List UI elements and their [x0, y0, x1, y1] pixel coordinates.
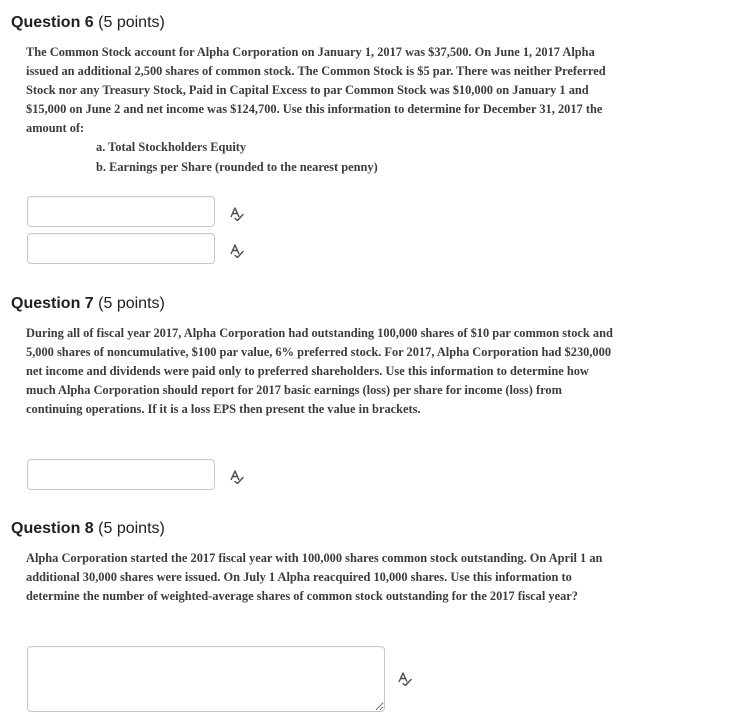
question-6-heading	[11, 13, 165, 33]
question-8-answer-textarea[interactable]	[27, 646, 385, 712]
question-number: Question 6	[11, 14, 94, 31]
question-6-answer-b-input[interactable]	[27, 233, 215, 264]
question-6-text	[26, 43, 616, 177]
question-7-answer-input[interactable]	[27, 459, 215, 490]
question-7-text	[26, 324, 616, 419]
question-points: (5 points)	[98, 520, 165, 537]
question-7-heading	[11, 294, 165, 314]
question-6-answer-a-input[interactable]	[27, 196, 215, 227]
subitem-b: b. Earnings per Share (rounded to the nearest penny)	[96, 159, 378, 174]
spellcheck-icon[interactable]	[229, 242, 245, 258]
question-points: (5 points)	[98, 295, 165, 312]
question-paragraph: During all of fiscal year 2017, Alpha Corporation had outstanding 100,000 shares of $10 par common stock and 5,000 shares of noncumulative, $100 par value, 6% preferred stock. For 2017, Alpha Corporation had $230,000 net income and dividends were paid only to preferred shareholders. Use this information to determine how much Alpha Corporation should report for 2017 basic earnings (loss) per share for income (loss) from continuing operations. If it is a loss EPS then present the value in brackets.	[26, 326, 613, 417]
question-paragraph: The Common Stock account for Alpha Corporation on January 1, 2017 was $37,500. On June 1, 2017 Alpha issued an additional 2,500 shares of common stock. The Common Stock is $5 par. There was neither Preferred Stock nor any Treasury Stock, Paid in Capital Excess to par Common Stock was $10,000 on January 1 and $15,000 on June 2 and net income was $124,700. Use this information to determine for December 31, 2017 the amount of:	[26, 45, 606, 136]
question-8-heading	[11, 519, 165, 539]
question-number: Question 7	[11, 295, 94, 312]
spellcheck-icon[interactable]	[229, 205, 245, 221]
question-paragraph: Alpha Corporation started the 2017 fiscal year with 100,000 shares common stock outstanding. On April 1 an additional 30,000 shares were issued. On July 1 Alpha reacquired 10,000 shares. Use this information to determine the number of weighted-average shares of common stock outstanding for the 2017 fiscal year?	[26, 551, 603, 604]
spellcheck-icon[interactable]	[397, 670, 413, 686]
question-8-text	[26, 549, 616, 606]
question-points: (5 points)	[98, 14, 165, 31]
question-number: Question 8	[11, 520, 94, 537]
subitem-a: a. Total Stockholders Equity	[96, 140, 247, 155]
question-6-subitems	[26, 138, 616, 176]
spellcheck-icon[interactable]	[229, 468, 245, 484]
